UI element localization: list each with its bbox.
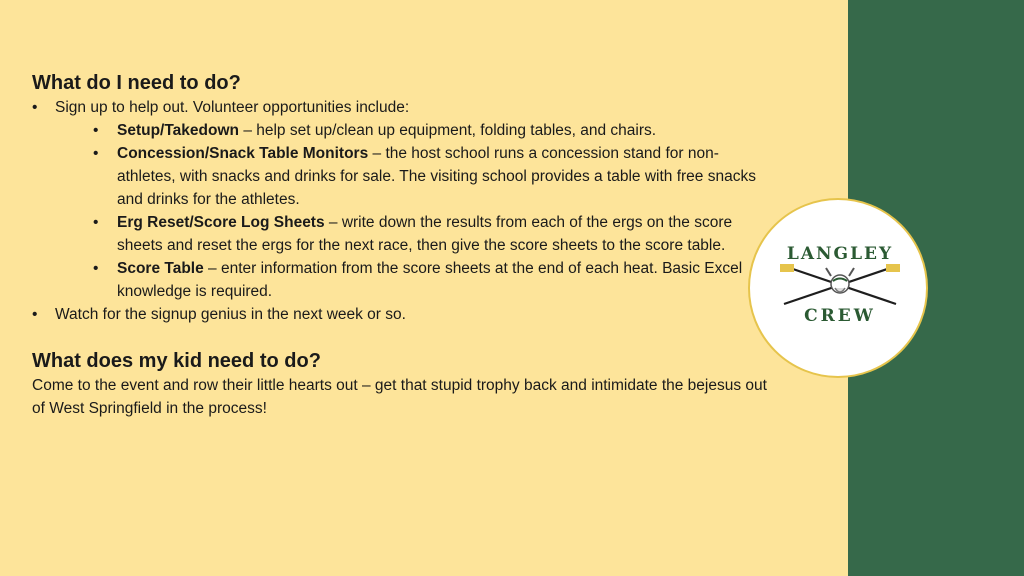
list-item-signup-genius bbox=[32, 303, 767, 326]
list-item-concession bbox=[55, 142, 767, 211]
list-item-text: Watch for the signup genius in the next week or so. bbox=[55, 306, 406, 323]
crossed-oars-viking-icon bbox=[780, 262, 900, 308]
section-heading-kid: What does my kid need to do? bbox=[32, 350, 321, 372]
item-text: – enter information from the score sheets at the end of each heat. Basic Excel knowledge is required. bbox=[117, 260, 743, 300]
volunteer-list bbox=[32, 96, 767, 326]
kid-paragraph: Come to the event and row their little hearts out – get that stupid trophy back and intimidate the bejesus out of West Springfield in the process! bbox=[32, 377, 767, 417]
section-heading-what-to-do: What do I need to do? bbox=[32, 72, 241, 94]
list-item-signup bbox=[32, 96, 767, 303]
logo-text-top: LANGLEY bbox=[786, 244, 894, 264]
item-text: – write down the results from each of the ergs on the score sheets and reset the ergs for the next race, then give the score sheets to the score table. bbox=[117, 214, 733, 254]
team-logo bbox=[748, 198, 928, 378]
logo-text-bottom: CREW bbox=[804, 306, 876, 326]
list-item-erg-reset bbox=[55, 211, 767, 257]
item-title: Concession/Snack Table Monitors bbox=[117, 145, 369, 162]
list-item-score-table bbox=[55, 257, 767, 303]
list-item-setup bbox=[55, 119, 767, 142]
item-text: – the host school runs a concession stand for non-athletes, with snacks and drinks for sale. The visiting school provides a table with free snacks and drinks for the athletes. bbox=[117, 145, 756, 208]
item-title: Erg Reset/Score Log Sheets bbox=[117, 214, 325, 231]
list-item-text: Sign up to help out. Volunteer opportunities include: bbox=[55, 99, 410, 116]
volunteer-sublist bbox=[55, 119, 767, 303]
slide-content bbox=[32, 70, 767, 420]
item-title: Setup/Takedown bbox=[117, 122, 240, 139]
logo-box bbox=[780, 244, 900, 330]
item-text: – help set up/clean up equipment, folding tables, and chairs. bbox=[239, 122, 657, 139]
item-title: Score Table bbox=[117, 260, 204, 277]
